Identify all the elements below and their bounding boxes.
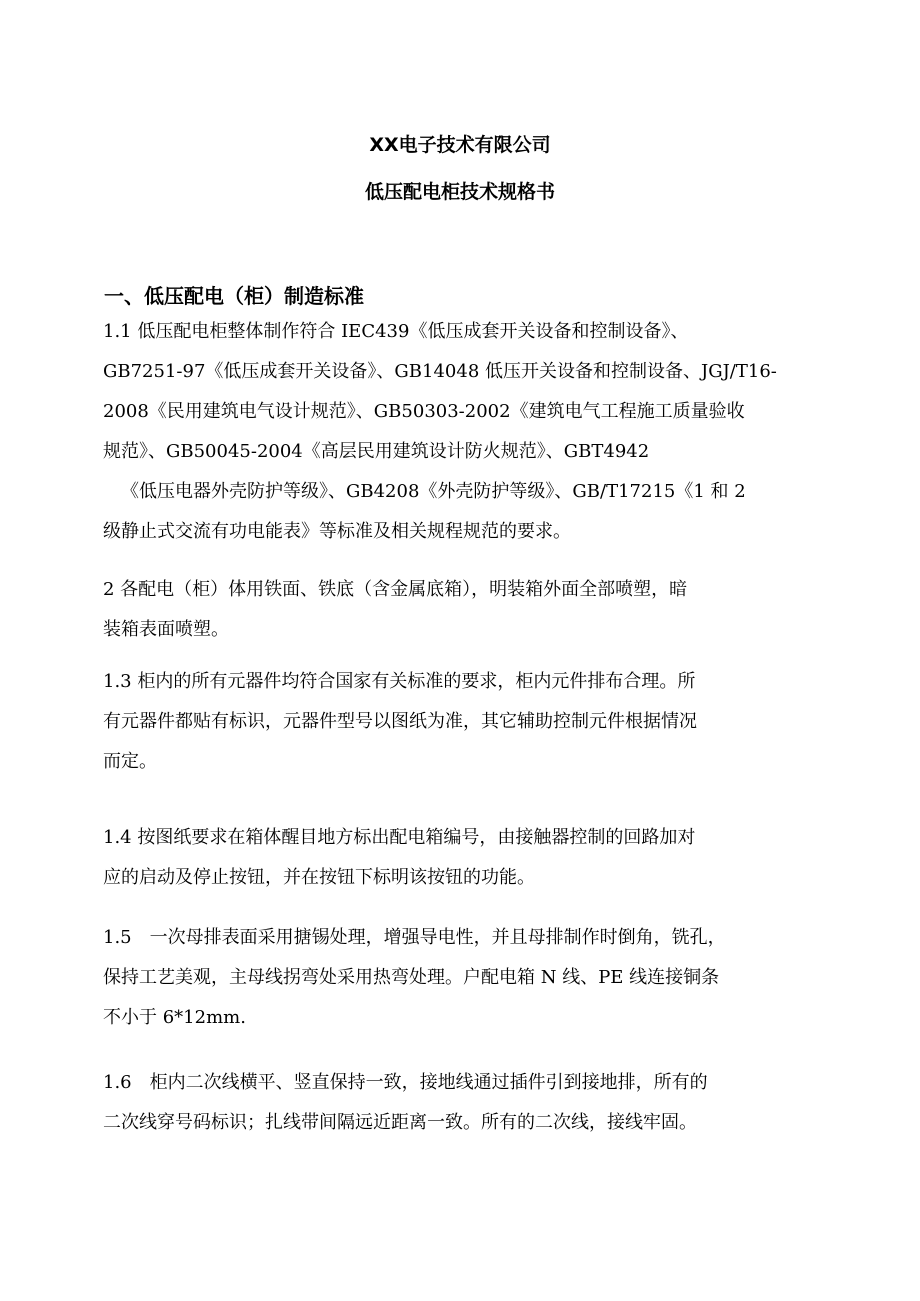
document-title: 低压配电柜技术规格书 <box>364 181 555 203</box>
paragraph-2 <box>103 570 818 650</box>
paragraph-line: 应的启动及停止按钮，并在按钮下标明该按钮的功能。 <box>103 867 535 888</box>
paragraph-line: 1.3 柜内的所有元器件均符合国家有关标准的要求，柜内元件排布合理。所 <box>103 671 696 692</box>
section-heading: 一、低压配电（柜）制造标准 <box>104 284 364 308</box>
company-title: XX电子技术有限公司 <box>369 134 551 156</box>
paragraph-line: 1.6 柜内二次线横平、竖直保持一致，接地线通过插件引到接地排，所有的 <box>103 1072 708 1093</box>
paragraph-line: 二次线穿号码标识；扎线带间隔远近距离一致。所有的二次线，接线牢固。 <box>103 1112 697 1133</box>
paragraph-line: 而定。 <box>103 751 157 772</box>
paragraph-line: 1.5 一次母排表面采用搪锡处理，增强导电性，并且母排制作时倒角，铣孔， <box>103 927 726 948</box>
paragraph-line: 级静止式交流有功电能表》等标准及相关规程规范的要求。 <box>103 521 571 542</box>
paragraph-line: 规范》、GB50045-2004《高层民用建筑设计防火规范》、GBT4942 <box>103 441 650 462</box>
paragraph-1-6 <box>103 1063 818 1143</box>
paragraph-line: 《低压电器外壳防护等级》、GB4208《外壳防护等级》、GB/T17215《1 和 2 <box>121 481 746 502</box>
paragraph-line: 2008《民用建筑电气设计规范》、GB50303-2002《建筑电气工程施工质量验收 <box>103 401 745 422</box>
paragraph-1-3 <box>103 662 818 782</box>
paragraph-line: 保持工艺美观，主母线拐弯处采用热弯处理。户配电箱 N 线、PE 线连接铜条 <box>103 967 720 988</box>
paragraph-line: 有元器件都贴有标识，元器件型号以图纸为准，其它辅助控制元件根据情况 <box>103 711 697 732</box>
paragraph-line: 不小于 6*12mm. <box>103 1007 246 1028</box>
paragraph-line: GB7251-97《低压成套开关设备》、GB14048 低压开关设备和控制设备、JGJ/T16- <box>103 361 777 382</box>
paragraph-line: 1.4 按图纸要求在箱体醒目地方标出配电箱编号，由接触器控制的回路加对 <box>103 827 696 848</box>
paragraph-1-1 <box>103 312 818 552</box>
paragraph-line: 装箱表面喷塑。 <box>103 619 229 640</box>
paragraph-1-5 <box>103 918 818 1038</box>
paragraph-line: 1.1 低压配电柜整体制作符合 IEC439《低压成套开关设备和控制设备》、 <box>103 321 689 342</box>
paragraph-line: 2 各配电（柜）体用铁面、铁底（含金属底箱），明装箱外面全部喷塑，暗 <box>103 579 688 600</box>
paragraph-1-4 <box>103 818 818 898</box>
